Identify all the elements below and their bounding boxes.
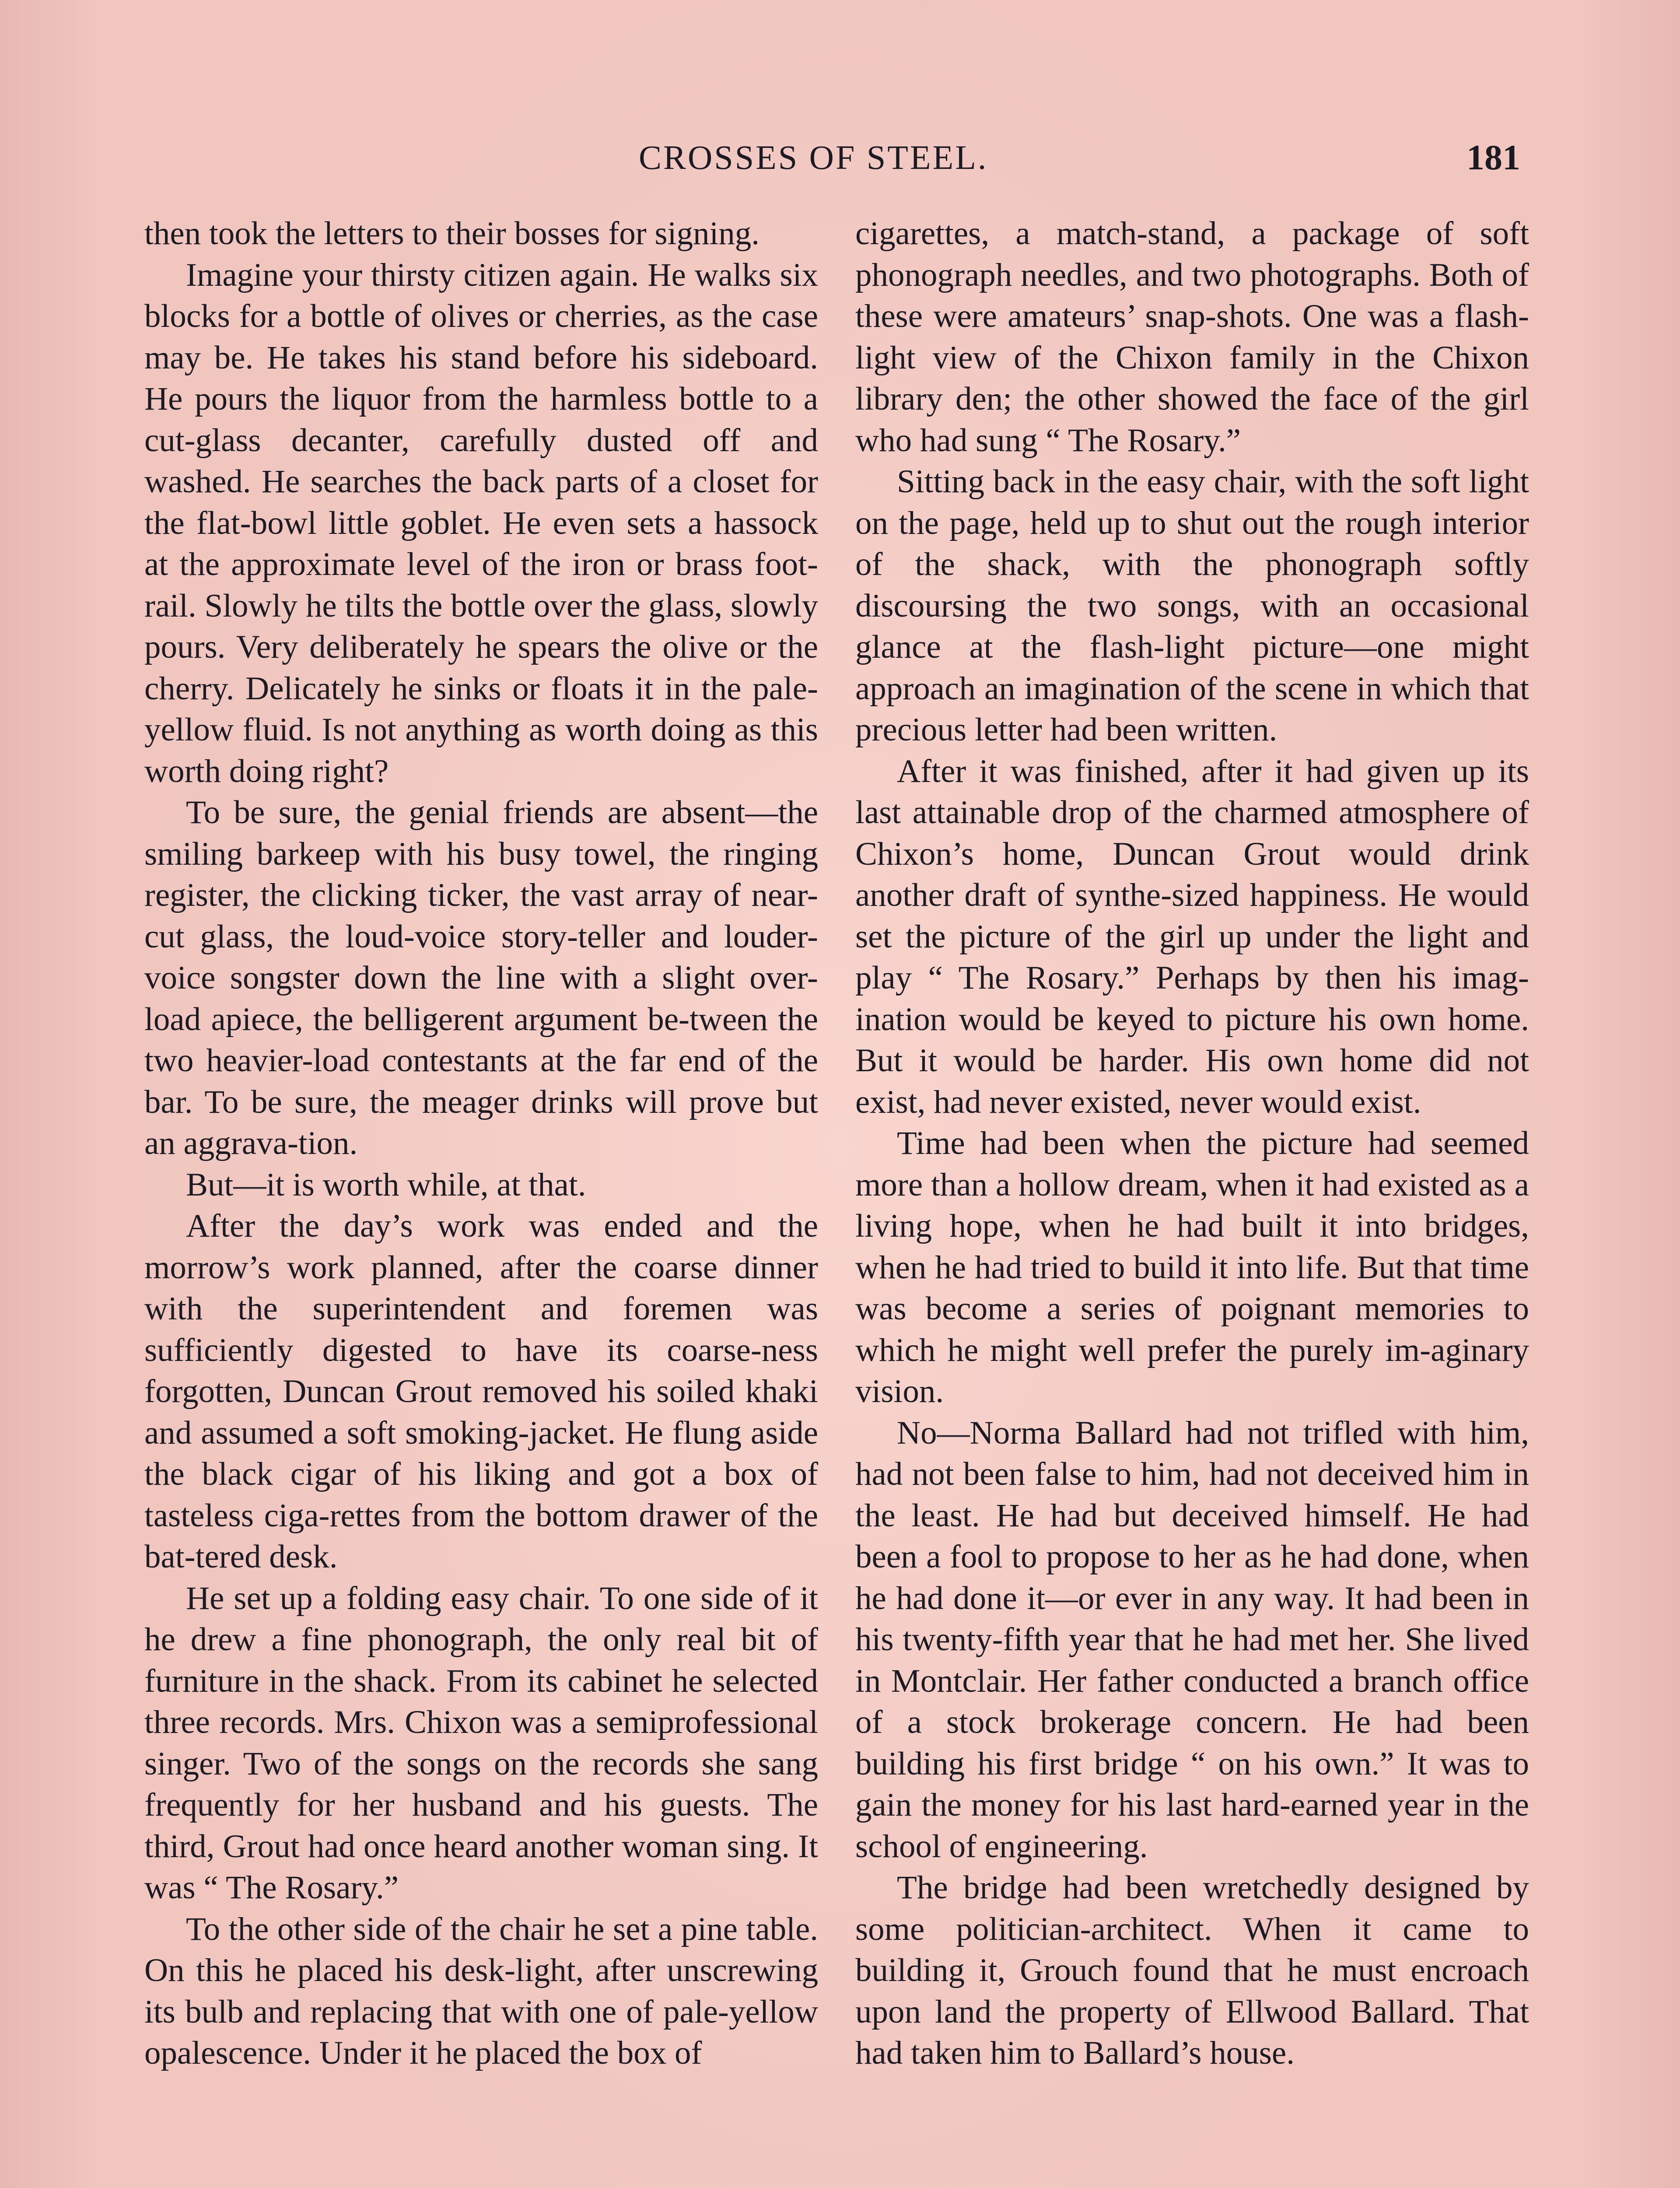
paragraph: then took the letters to their bosses for signing. (144, 215, 760, 252)
paragraph: Time had been when the picture had seemed more than a hollow dream, when it had existed as a living hope, when he had built it into bridges, when he had tried to build it into life. But that time was become a series of poignant memories to which he might well prefer the purely im-aginary vision. (855, 1125, 1529, 1410)
paragraph: Sitting back in the easy chair, with the soft light on the page, held up to shut out the rough interior of the shack, with the phonograph softly discoursing the two songs, with an occasional glance at the flash-light picture—one might approach an imagination of the scene in which that precious letter had been written. (855, 463, 1529, 748)
running-title: CROSSES OF STEEL. (639, 138, 988, 176)
paragraph: After it was finished, after it had given up its last attainable drop of the charmed atmosphere of Chixon’s home, Duncan Grout would drink another draft of synthe-sized happiness. He would set the picture of the girl up under the light and play “ The Rosary.” Perhaps by then his imag-ination would be keyed to picture his own home. But it would be harder. His own home did not exist, had never existed, never would exist. (855, 753, 1529, 1120)
paragraph: cigarettes, a match-stand, a package of soft phonograph needles, and two photographs. Both of these were amateurs’ snap-shots. One was a flash-light view of the Chixon family in the Chixon library den; the other showed the face of the girl who had sung “ The Rosary.” (855, 215, 1529, 459)
left-column (144, 213, 818, 2074)
page-number: 181 (1466, 137, 1520, 177)
page-header (0, 131, 1680, 184)
paragraph: The bridge had been wretchedly designed by some politician-architect. When it came to building it, Grouch found that he must encroach upon land the property of Ellwood Ballard. That had taken him to Ballard’s house. (855, 1869, 1529, 2071)
right-column (855, 213, 1529, 2074)
paragraph: No—Norma Ballard had not trifled with him, had not been false to him, had not deceived him in the least. He had but deceived himself. He had been a fool to propose to her as he had done, when he had done it—or ever in any way. It had been in his twenty-fifth year that he had met her. She lived in Montclair. Her father conducted a branch office of a stock brokerage concern. He had been building his first bridge “ on his own.” It was to gain the money for his last hard-earned year in the school of engineering. (855, 1414, 1529, 1865)
paragraph: After the day’s work was ended and the morrow’s work planned, after the coarse dinner with the superintendent and foremen was sufficiently digested to have its coarse-ness forgotten, Duncan Grout removed his soiled khaki and assumed a soft smoking-jacket. He flung aside the black cigar of his liking and got a box of tasteless ciga-rettes from the bottom drawer of the bat-tered desk. (144, 1208, 818, 1575)
paragraph: Imagine your thirsty citizen again. He walks six blocks for a bottle of olives or cherries, as the case may be. He takes his stand before his sideboard. He pours the liquor from the harmless bottle to a cut-glass decanter, carefully dusted off and washed. He searches the back parts of a closet for the flat-bowl little goblet. He even sets a hassock at the approximate level of the iron or brass foot-rail. Slowly he tilts the bottle over the glass, slowly pours. Very deliberately he spears the olive or the cherry. Delicately he sinks or floats it in the pale-yellow fluid. Is not anything as worth doing as this worth doing right? (144, 256, 818, 789)
paragraph: To be sure, the genial friends are absent—the smiling barkeep with his busy towel, the ringing register, the clicking ticker, the vast array of near-cut glass, the loud-voice story-teller and louder-voice songster down the line with a slight over-load apiece, the belligerent argument be-tween the two heavier-load contestants at the far end of the bar. To be sure, the meager drinks will prove but an aggrava-tion. (144, 794, 818, 1161)
paragraph: But—it is worth while, at that. (186, 1166, 586, 1203)
paragraph: To the other side of the chair he set a pine table. On this he placed his desk-light, after unscrewing its bulb and replacing that with one of pale-yellow opalescence. Under it he placed the box of (144, 1911, 818, 2071)
paragraph: He set up a folding easy chair. To one side of it he drew a fine phonograph, the only real bit of furniture in the shack. From its cabinet he selected three records. Mrs. Chixon was a semiprofessional singer. Two of the songs on the records she sang frequently for her husband and his guests. The third, Grout had once heard another woman sing. It was “ The Rosary.” (144, 1580, 818, 1906)
